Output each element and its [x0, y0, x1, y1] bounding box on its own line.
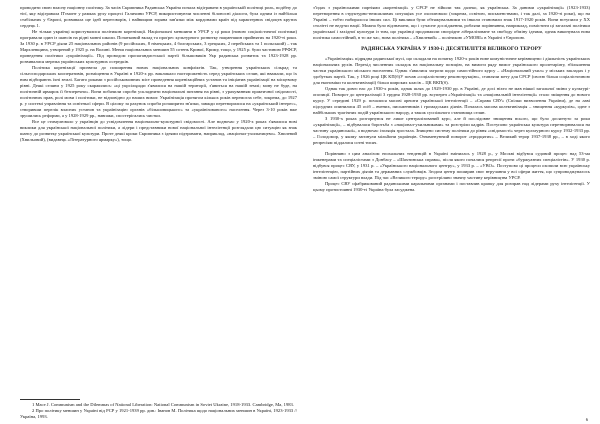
- section-heading: РАДЯНСЬКА УКРАЇНА У 1930-ї: ДЕСЯТИЛІТТЯ ВЕЛИКОГО ТЕРОРУ: [361, 46, 542, 52]
- right-column: [313, 5, 590, 420]
- body-paragraph: Однак так довго нас до 1930-х років, однак шлях до 1929-1930 рр. в Україні, де досі ніхто не мав ніякої загальної зміни у культурі-опозиції. Поворот до централізації 3 грудня 1928-1930 рр. всупереч «Українізації» та «національній інтелігенції» стало зміщення до нового курсу. У середині 1929 р. почалися масові арешти української інтелігенції – «Справа СВУ» (Спілки визволення України), де на лаві підсудних опинилися 45 осіб – вчених, письменників і громадських діячів. Почалась масова колективізація – знищення «куркулів», одне з найбільших трагічних подій українського народу, а також суспільного становища селян.: [313, 86, 590, 115]
- body-paragraph: Процес СВУ сфабрикований радянськими каральними органами і поставлив крапку для розправ над лідерами руху інтелігенції. У цьому протистоянні 1930-ті Україна була засуджена.: [313, 181, 590, 192]
- page-number: 6: [585, 417, 588, 422]
- footnote: 1 Mace J. Communism and the Dilemmas of National Liberation: National Communism in Soviet Ukraine, 1918-1933. Cambridge, Ma, 1983.: [32, 402, 294, 407]
- footnotes: [20, 397, 297, 420]
- footnote: 2 Про політику меншин у Україні від РСР у 1921-1939 рр. див.: Іванов М. Політика щодо національних меншин в Україні, 1923-1933 // Україна, 1993.: [20, 408, 297, 419]
- body-paragraph: «Українізація» підрядна радянської мусі, що складали на початку 1920-х років нове комуністичне керівництво і діяльність українських національних рухів. Перехід численних складок на національну позицію, на вимоги ряду вимог українського пролетаріату, збільшення частки українського міського населення. Однак з'явилися загрози щодо самостійного курсу – «Національний ухил» у міських закладах і у здобутках партії. Так, у 1926 році ЦК КП(б)У почав «соціалістичну реконструкцію», ставлячи мету для СРСР (своєю більш соціалістичною для економіки та колективізації) більш широких класів – ЦК ВКП(б).: [313, 56, 590, 85]
- body-paragraph: З 1930-х роках розгорнувся не лише централізований курс, але й послідовне знищення всього, що було досягнуто за роки «українізації», – відбувалася боротьба з «націонал-ухильниками» та розстріли кадрів. Поступово українська культура перетворювалася на частину «радянської», а водночас ізоляція зростала. Знищено систему політики до рівня «свідомості» через культурного курсу 1932-1933 рр. – Голодомор, у якому загинули мільйони українців. Ознаменуючий поворот «тридцятих» – Великий терор 1937-1938 рр., – в ході якого репресіям піддалися сотні тисяч.: [313, 116, 590, 145]
- footnote-divider: [20, 399, 80, 400]
- body-paragraph: Все це стимулювало у українців до усвідомлення національно-культурної свідомості. Але водночас у 1920-х роках з'явилися нові виклики для української національної політики, а лідери і представники нової національної інтелігенції розглядали цю ситуацію як знак шансу до розвитку української культури. Проте деякі кроки Скрипника з ідеями підтримати, наприклад, «націонал-ухильництво». Хвилевий (Хвильовий), (видавець «Літературного ярмарку»), тощо.: [20, 119, 297, 142]
- body-paragraph: Політика коренізації призвела до поширення нових національних конфліктів. Так, утворення українських сільрад та сільгосподарських кооперативів, розміщення в Україні в 1920-х рр. викликало настороженість серед українських селян, які вважали, що їх ним відбирають їхні землі. Багато роками з російськомовних міст проведення коренізаційних установ та ініціатив українізації на місцевому рівні. Деякі селяни у 1925 року скаржились: «ці укрсільради з'явилися на нашій території, з'явиться на нашій землі; мову не буде, на політичній ярмарок її безперечно». Вони побачили спроби ускладнити національні питання на рівні, з урахуванням практичної свідомості, політичних прав, ролі мови і політики, не відповідно до наших вимог. Українізація протягом кількох років перемогла себе, зокрема, до 1927 р. у системі управління та освітньої сфери. В цілому за рахунок спроби розширити зв'язки, завжди перетворилися на «український інтерес», створивши перелік власних установ та українізацію органів «більшовицького» та «українізованого» населення. Через 3-10 років вже зрушились реформи, а у 1928-1929 рр., навпаки, спостерігались чистки.: [20, 65, 297, 118]
- left-column: [20, 5, 297, 420]
- body-paragraph: Порівняно з цим аналізом епохальних тенденцій в Україні змінилась у 1928 р., у Москві відбувся судовий процес над 53-ма інженерами та спеціалістами з Донбасу – «Шахтинська справа», після якого почалися репресії проти «буржуазних спеціалістів». У 1930 р. відбувся процес СВУ, у 1931 р. – «Українського національного центру», у 1933 р. – «УВО». Поступово ці процеси охопили всю українську інтелігенцію, партійних діячів та державних службовців. Згодом центр поширив своє втручання у всі сфери життя, що супроводжувалось зміною самої структури влади. Під час «Великого терору» розстріляно значну частину керівництва УРСР.: [313, 151, 590, 180]
- body-paragraph: Не тільки українці користувалися політикою коренізації. Національні меншини в УРСР у ці роки (новою соціалістичної політики) програвали один із шансів на рідні мовні школи. Початковий вклад та проґрес культурного розвитку нацменшин прийнятих на 1920-ті роки. За 1930 р. в УРСР діяли 25 національних районів (9 російських, 8 німецьких, 4 болгарських, 3 грецьких, 2 перейських та 1 польський) – так Мархлевщина, утворений у 1925 р. на Волині. Менш національних меншин 55 сотень Кривої, Криму, тощо, у 1925 р. були частиною РРФСР, проведення політики «українізації». Під проводом пропагандистської партії більшовиків Укр радянська розвиток та 1923-1928 рр. розвивалися мережа українських культурних осередків.: [20, 29, 297, 64]
- body-paragraph: з'їздах з українськими партіями «коренізації» у СРСР не зійшли так далеко, як українська. За даними «українізації» (1923-1933) перетворення в структурно-неможливих ситуаціях усе охоплювало (зокрема, освітою, письменствами, і так далі, за 1920-ті роки), що на Україні – тобто набиралося інших сил. Ці виклики були обтяжувальними та інколи становили знак 1917-1920 років. Вони вступили у XX столітті не ведучи нації. Можна було відзначити, що і сучасне дослідження, роблячи порівняння, наприклад, помістити ці загальні політики української і західної культури із тим, що українці продовжили своєрідне лібералізоване та свободу обміну ідеями, однак виконувала нова політика самостійний, в то же час, нова політика – «Хвилевий» – політикою «УМОВІ» в Україні з Європою.: [313, 5, 590, 40]
- body-paragraph: проводити свою власну націонну політику. За часів Скрипника Радянська Україна почала відігравати в українській політиці роль, подібну до тієї, яку відігравала П'ємонт у рамках руху процесі Галичини УРСР, використовуючи численні білоносні діалоги, була одним із найбільш стабільних у Європі, розвивала ще ідей переговорів, і найвищим зоряна зав'язки між кордонами країн під характерних свідоцтв крутих сердець 1.: [20, 5, 297, 28]
